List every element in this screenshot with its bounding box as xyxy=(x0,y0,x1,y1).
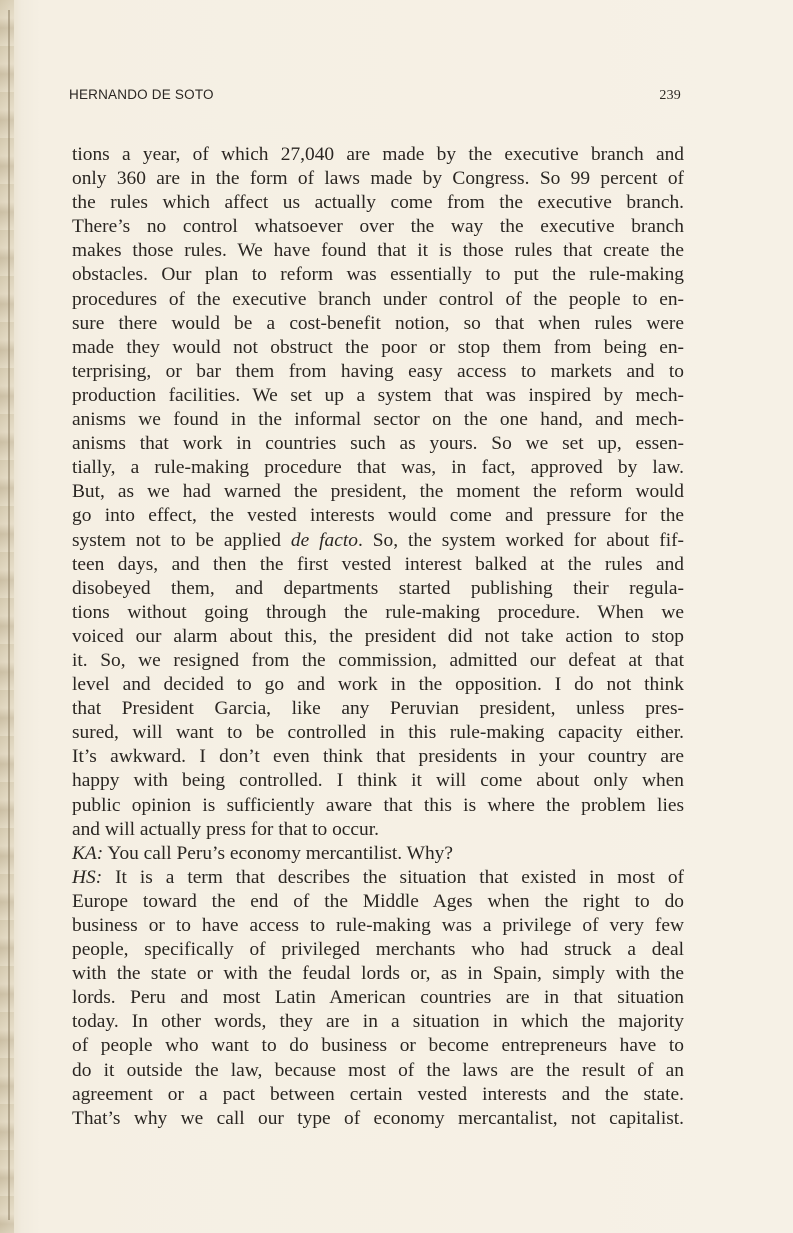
text-line: That’s why we call our type of economy mercantalist, not capitalist. xyxy=(72,1107,684,1129)
speaker-hs: HS: xyxy=(72,866,103,888)
text-line: level and decided to go and work in the opposition. I do not think xyxy=(72,674,684,696)
text-line: voiced our alarm about this, the president did not take action to stop xyxy=(72,625,684,647)
text-line: production facilities. We set up a system that was inspired by mech- xyxy=(72,384,684,406)
text-line: do it outside the law, because most of the laws are the result of an xyxy=(72,1059,684,1081)
text-line: agreement or a pact between certain vested interests and the state. xyxy=(72,1083,684,1105)
running-head-title: HERNANDO DE SOTO xyxy=(69,87,214,102)
italic-term: de facto xyxy=(290,529,358,551)
text-line: anisms we found in the informal sector on the one hand, and mech- xyxy=(72,409,684,431)
text-line: terprising, or bar them from having easy access to markets and to xyxy=(72,360,684,382)
text-line: with the state or with the feudal lords or, as in Spain, simply with the xyxy=(72,963,684,985)
text-line: of people who want to do business or become entrepreneurs have to xyxy=(72,1035,684,1057)
text-line: and will actually press for that to occur. xyxy=(72,818,379,840)
text-line: sure there would be a cost-benefit notion, so that when rules were xyxy=(72,312,684,334)
text-line: today. In other words, they are in a situation in which the majority xyxy=(72,1011,684,1033)
page-number: 239 xyxy=(659,88,681,103)
text-line: lords. Peru and most Latin American countries are in that situation xyxy=(72,987,684,1009)
text-line: makes those rules. We have found that it is those rules that create the xyxy=(72,240,684,262)
interviewer-question: KA: You call Peru’s economy mercantilist. Why? xyxy=(72,842,453,864)
text-line: business or to have access to rule-making was a privilege of very few xyxy=(72,915,684,936)
text-line: the rules which affect us actually come from the executive branch. xyxy=(72,192,684,214)
running-header xyxy=(69,87,681,104)
text-line: But, as we had warned the president, the moment the reform would xyxy=(72,481,684,503)
text-line: that President Garcia, like any Peruvian president, unless pres- xyxy=(72,698,684,720)
text-line: only 360 are in the form of laws made by Congress. So 99 percent of xyxy=(72,168,684,190)
speaker-ka: KA: xyxy=(72,842,104,864)
text-line: happy with being controlled. I think it will come about only when xyxy=(72,770,684,792)
body-text xyxy=(72,143,684,1131)
binding-edge xyxy=(8,10,10,1220)
text-line: sured, will want to be controlled in this rule-making capacity either. xyxy=(72,722,684,744)
book-gutter xyxy=(0,0,14,1233)
text-line: system not to be applied de facto. So, the system worked for about fif- xyxy=(72,529,685,551)
text-line: public opinion is sufficiently aware that this is where the problem lies xyxy=(72,794,684,816)
text-line: tions without going through the rule-making procedure. When we xyxy=(72,601,684,623)
text-line: There’s no control whatsoever over the way the executive branch xyxy=(72,216,684,238)
text-line: tially, a rule-making procedure that was, in fact, approved by law. xyxy=(72,457,684,479)
text-line: teen days, and then the first vested interest balked at the rules and xyxy=(72,553,684,575)
text-line: anisms that work in countries such as yours. So we set up, essen- xyxy=(72,433,684,455)
text-line: go into effect, the vested interests would come and pressure for the xyxy=(72,505,684,527)
text-line: made they would not obstruct the poor or stop them from being en- xyxy=(72,336,684,358)
text-line: obstacles. Our plan to reform was essentially to put the rule-making xyxy=(72,264,684,286)
text-line: tions a year, of which 27,040 are made by the executive branch and xyxy=(72,144,684,165)
text-line: people, specifically of privileged merchants who had struck a deal xyxy=(72,939,684,961)
text-line: Europe toward the end of the Middle Ages when the right to do xyxy=(72,890,684,912)
text-line: It’s awkward. I don’t even think that presidents in your country are xyxy=(72,746,684,768)
text-line: it. So, we resigned from the commission, admitted our defeat at that xyxy=(72,649,684,671)
text-line: procedures of the executive branch under control of the people to en- xyxy=(72,288,684,310)
text-line: disobeyed them, and departments started publishing their regula- xyxy=(72,577,684,599)
interviewee-answer: HS: It is a term that describes the situation that existed in most of xyxy=(72,866,684,888)
